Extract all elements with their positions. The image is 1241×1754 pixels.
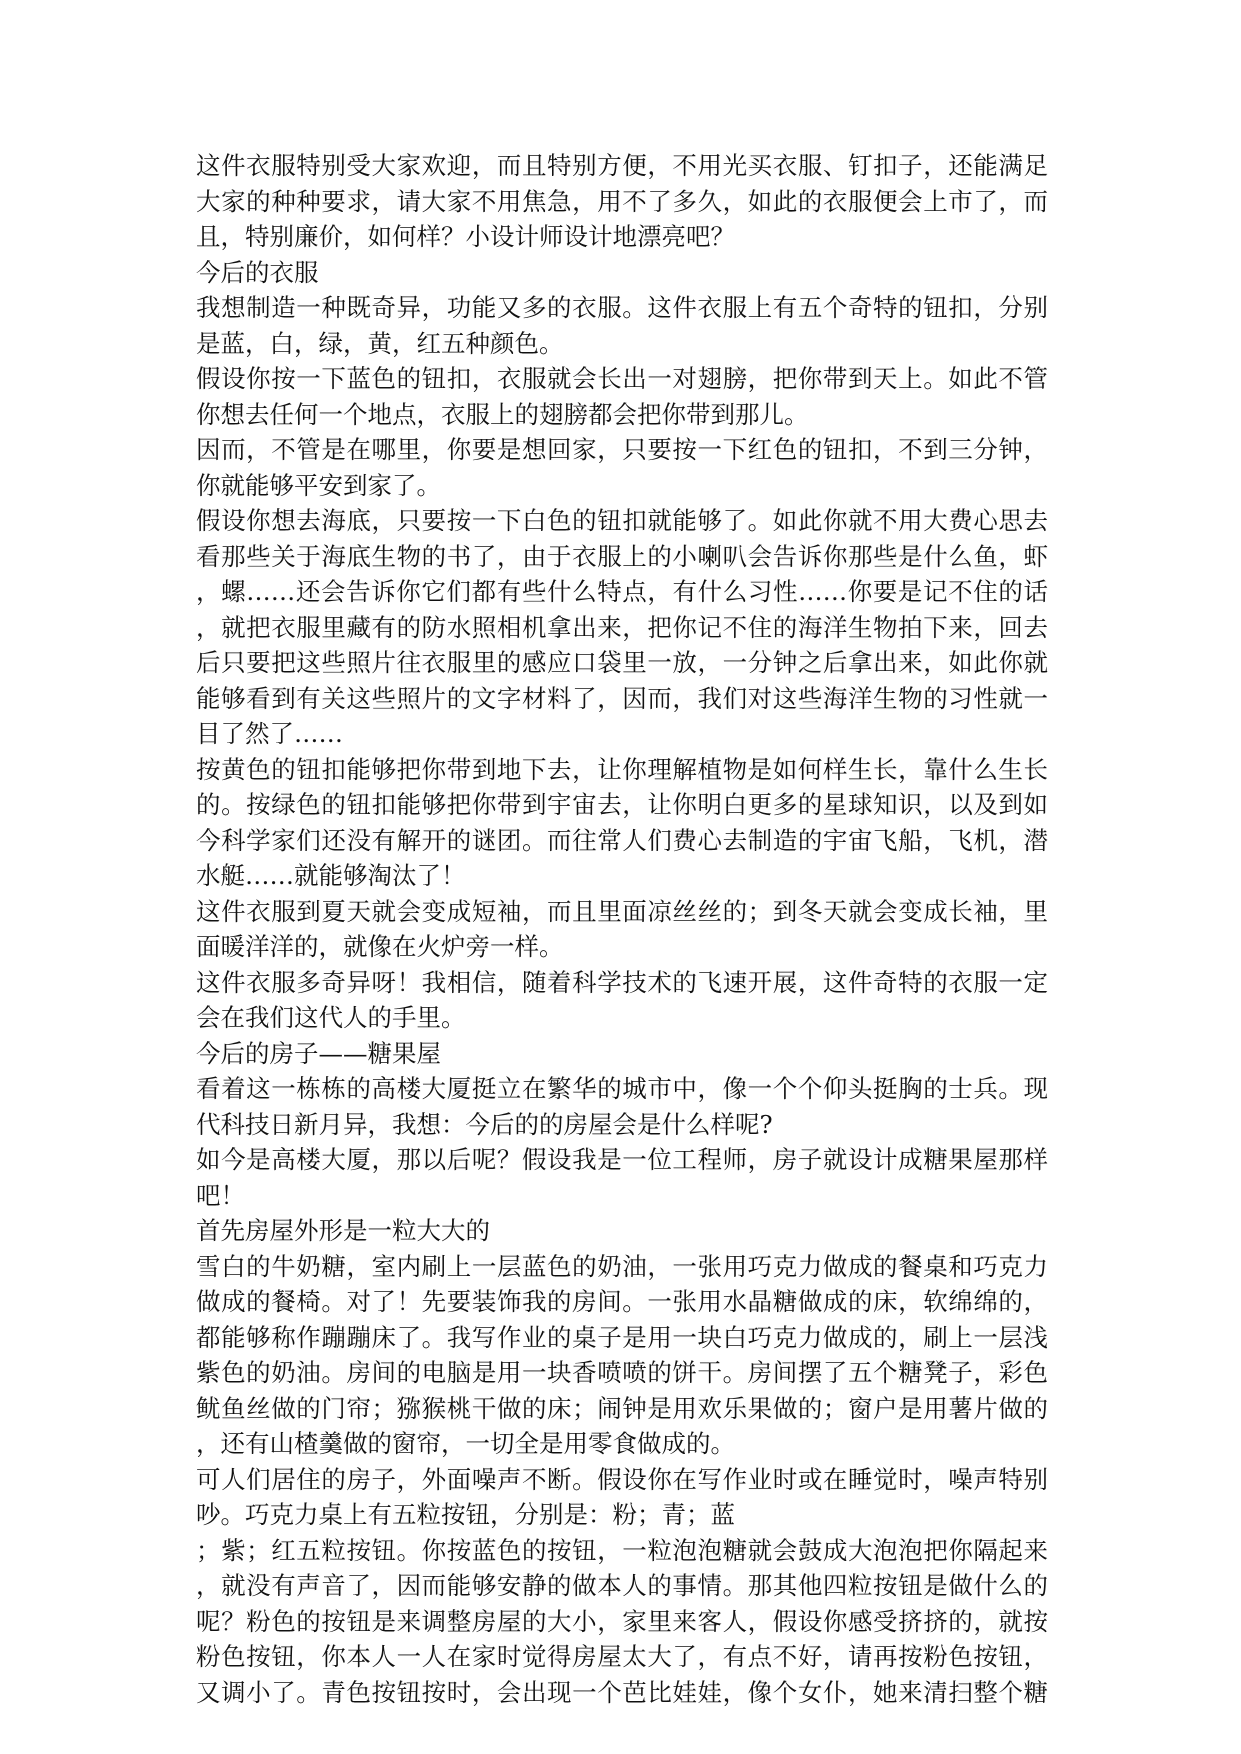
text-line: 你想去任何一个地点，衣服上的翅膀都会把你带到那儿。 (196, 399, 809, 429)
text-line: 能够看到有关这些照片的文字材料了，因而，我们对这些海洋生物的习性就一 (196, 683, 1048, 713)
text-line: 会在我们这代人的手里。 (196, 1003, 466, 1032)
text-line: 面暖洋洋的，就像在火炉旁一样。 (196, 932, 564, 961)
text-line: 看着这一栋栋的高楼大厦挺立在繁华的城市中，像一个个仰头挺胸的士兵。现 (196, 1074, 1048, 1103)
text-line: ，就把衣服里藏有的防水照相机拿出来，把你记不住的海洋生物拍下来，回去 (196, 612, 1048, 642)
text-line: 水艇……就能够淘汰了！ (196, 861, 466, 890)
text-line: 今后的房子——糖果屋 (196, 1038, 441, 1068)
text-line: 的。按绿色的钮扣能够把你带到宇宙去，让你明白更多的星球知识，以及到如 (196, 790, 1048, 819)
text-line: 又调小了。青色按钮按时，会出现一个芭比娃娃，像个女仆，她来清扫整个糖 (196, 1677, 1048, 1707)
text-line: 且，特别廉价，如何样？小设计师设计地漂亮吧？ (196, 222, 735, 251)
text-line: 假设你按一下蓝色的钮扣，衣服就会长出一对翅膀，把你带到天上。如此不管 (196, 364, 1048, 393)
text-line: 看那些关于海底生物的书了，由于衣服上的小喇叭会告诉你那些是什么鱼，虾 (196, 541, 1048, 571)
text-line: 大家的种种要求，请大家不用焦急，用不了多久，如此的衣服便会上市了，而 (196, 186, 1048, 216)
text-line: 这件衣服多奇异呀！我相信，随着科学技术的飞速开展，这件奇特的衣服一定 (196, 967, 1048, 997)
text-line: ，还有山楂羹做的窗帘，一切全是用零食做成的。 (196, 1429, 735, 1458)
text-line: ，螺……还会告诉你它们都有些什么特点，有什么习性……你要是记不住的话 (196, 577, 1048, 606)
text-line: 后只要把这些照片往衣服里的感应口袋里一放，一分钟之后拿出来，如此你就 (196, 648, 1048, 677)
text-line: 今科学家们还没有解开的谜团。而往常人们费心去制造的宇宙飞船，飞机，潜 (196, 825, 1048, 855)
text-line: 因而，不管是在哪里，你要是想回家，只要按一下红色的钮扣，不到三分钟， (196, 435, 1048, 464)
text-line: 假设你想去海底，只要按一下白色的钮扣就能够了。如此你就不用大费心思去 (196, 506, 1048, 535)
text-line: 吧！ (196, 1180, 245, 1210)
text-line: 吵。巧克力桌上有五粒按钮，分别是：粉；青；蓝 (196, 1500, 735, 1529)
text-line: 粉色按钮，你本人一人在家时觉得房屋太大了，有点不好，请再按粉色按钮， (196, 1642, 1048, 1671)
text-line: 做成的餐椅。对了！先要装饰我的房间。一张用水晶糖做成的床，软绵绵的， (196, 1287, 1048, 1316)
text-line: 雪白的牛奶糖，室内刷上一层蓝色的奶油，一张用巧克力做成的餐桌和巧克力 (196, 1251, 1048, 1281)
text-line: 鱿鱼丝做的门帘；猕猴桃干做的床；闹钟是用欢乐果做的；窗户是用薯片做的 (196, 1393, 1048, 1423)
text-line: 代科技日新月异，我想：今后的的房屋会是什么样呢? (196, 1109, 773, 1139)
text-line: 紫色的奶油。房间的电脑是用一块香喷喷的饼干。房间摆了五个糖凳子，彩色 (196, 1358, 1048, 1387)
body-text (196, 148, 1048, 1710)
text-line: 首先房屋外形是一粒大大的 (196, 1216, 490, 1245)
text-line: 是蓝，白，绿，黄，红五种颜色。 (196, 328, 564, 358)
text-line: 按黄色的钮扣能够把你带到地下去，让你理解植物是如何样生长，靠什么生长 (196, 754, 1048, 784)
text-line: 可人们居住的房子，外面噪声不断。假设你在写作业时或在睡觉时，噪声特别 (196, 1464, 1048, 1494)
text-line: 今后的衣服 (196, 257, 319, 287)
text-line: ，就没有声音了，因而能够安静的做本人的事情。那其他四粒按钮是做什么的 (196, 1571, 1048, 1600)
text-line: 你就能够平安到家了。 (196, 470, 441, 500)
text-line: 这件衣服到夏天就会变成短袖，而且里面凉丝丝的；到冬天就会变成长袖，里 (196, 896, 1048, 926)
text-line: 这件衣服特别受大家欢迎，而且特别方便，不用光买衣服、钉扣子，还能满足 (196, 151, 1048, 180)
text-line: 呢？粉色的按钮是来调整房屋的大小，家里来客人，假设你感受挤挤的，就按 (196, 1606, 1048, 1636)
text-line: 都能够称作蹦蹦床了。我写作业的桌子是用一块白巧克力做成的，刷上一层浅 (196, 1322, 1048, 1352)
text-line: 目了然了…… (196, 719, 343, 748)
text-line: 我想制造一种既奇异，功能又多的衣服。这件衣服上有五个奇特的钮扣，分别 (196, 293, 1048, 322)
text-line: 如今是高楼大厦，那以后呢？假设我是一位工程师，房子就设计成糖果屋那样 (196, 1145, 1048, 1174)
text-line: ；紫；红五粒按钮。你按蓝色的按钮，一粒泡泡糖就会鼓成大泡泡把你隔起来 (196, 1535, 1048, 1565)
